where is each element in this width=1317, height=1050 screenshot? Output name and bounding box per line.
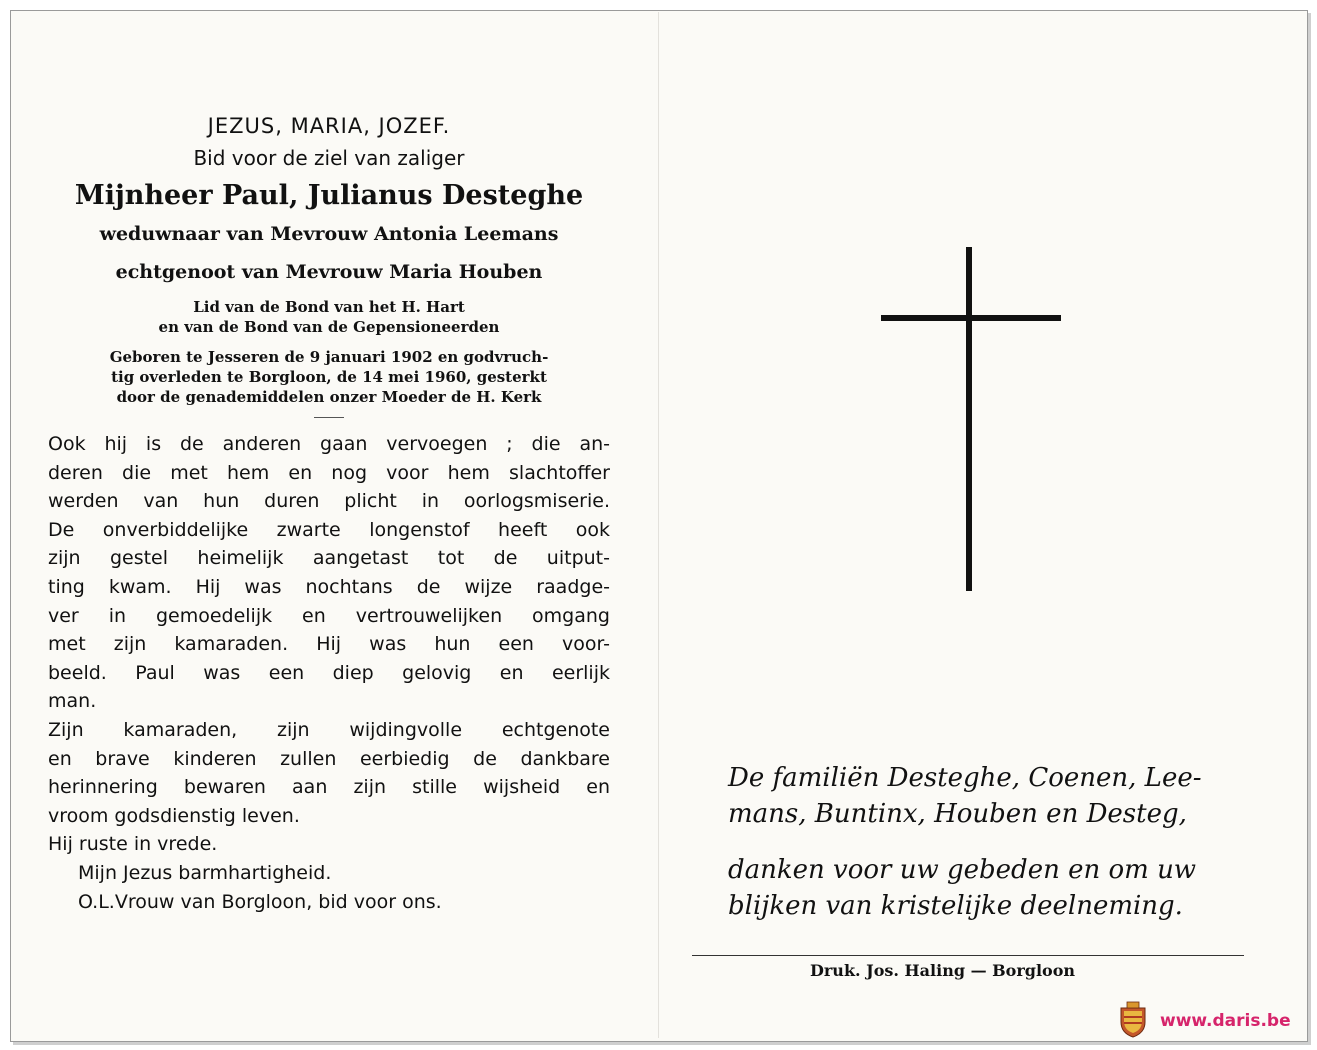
printer-credit: Druk. Jos. Haling — Borgloon <box>810 961 1076 980</box>
card-fold <box>658 12 659 1038</box>
text-line: O.L.Vrouw van Borgloon, bid voor ons. <box>78 890 442 913</box>
text-line: Ook hij is de anderen gaan vervoegen ; die an- <box>48 433 610 455</box>
birth-death-line: door de genademiddelen onzer Moeder de H. Kerk <box>116 388 542 406</box>
thanks-line: danken voor uw gebeden en om uw <box>728 855 1197 885</box>
text-line: vroom godsdienstig leven. <box>48 804 300 827</box>
text-line: man. <box>48 690 97 713</box>
watermark-url[interactable]: www.daris.be <box>1160 1011 1291 1031</box>
text-line: Mijn Jezus barmhartigheid. <box>78 861 332 884</box>
membership-line: Lid van de Bond van het H. Hart <box>193 298 465 316</box>
cross-icon <box>966 247 972 591</box>
text-line: Hij ruste in vrede. <box>48 833 218 856</box>
gratitude-paragraph <box>728 852 1228 924</box>
widower-line: weduwnaar van Mevrouw Antonia Leemans <box>99 223 559 245</box>
left-panel <box>48 110 610 916</box>
thanks-line: mans, Buntinx, Houben en Desteg, <box>728 799 1187 829</box>
text-line: werden van hun duren plicht in oorlogsmiserie. <box>48 490 610 513</box>
separator <box>314 417 344 418</box>
text-line: en brave kinderen zullen eerbiedig de dankbare <box>48 747 610 770</box>
text-line: ver in gemoedelijk en vertrouwelijken omgang <box>48 604 610 627</box>
families-paragraph <box>728 760 1228 832</box>
footer-rule <box>692 955 1244 956</box>
text-line: deren die met hem en nog voor hem slachtoffer <box>48 461 610 484</box>
text-line: De onverbiddelijke zwarte longenstof heeft ook <box>48 518 610 541</box>
thanks-block <box>728 760 1228 924</box>
birth-death-block <box>48 347 610 407</box>
prayer-line: Bid voor de ziel van zaliger <box>193 146 465 170</box>
birth-death-line: Geboren te Jesseren de 9 januari 1902 en godvruch- <box>109 348 549 366</box>
invocation: JEZUS, MARIA, JOZEF. <box>207 114 451 138</box>
spouse-line: echtgenoot van Mevrouw Maria Houben <box>115 261 543 283</box>
thanks-line: De familiën Desteghe, Coenen, Lee- <box>728 763 1202 793</box>
crest-icon <box>1118 1000 1148 1038</box>
text-line: Zijn kamaraden, zijn wijdingvolle echtgenote <box>48 718 610 741</box>
text-line: herinnering bewaren aan zijn stille wijsheid en <box>48 776 610 799</box>
text-line: met zijn kamaraden. Hij was hun een voor- <box>48 633 610 656</box>
cross-icon-bar <box>881 315 1061 321</box>
text-line: beeld. Paul was een diep gelovig en eerlijk <box>48 661 610 684</box>
text-line: ting kwam. Hij was nochtans de wijze raadge- <box>48 575 610 598</box>
memorial-text <box>48 430 610 916</box>
thanks-line: blijken van kristelijke deelneming. <box>728 891 1183 921</box>
text-line: zijn gestel heimelijk aangetast tot de uitput- <box>48 547 610 570</box>
deceased-name: Mijnheer Paul, Julianus Desteghe <box>74 180 584 211</box>
membership-line: en van de Bond van de Gepensioneerden <box>158 318 500 336</box>
birth-death-line: tig overleden te Borgloon, de 14 mei 1960, gesterkt <box>111 368 547 386</box>
